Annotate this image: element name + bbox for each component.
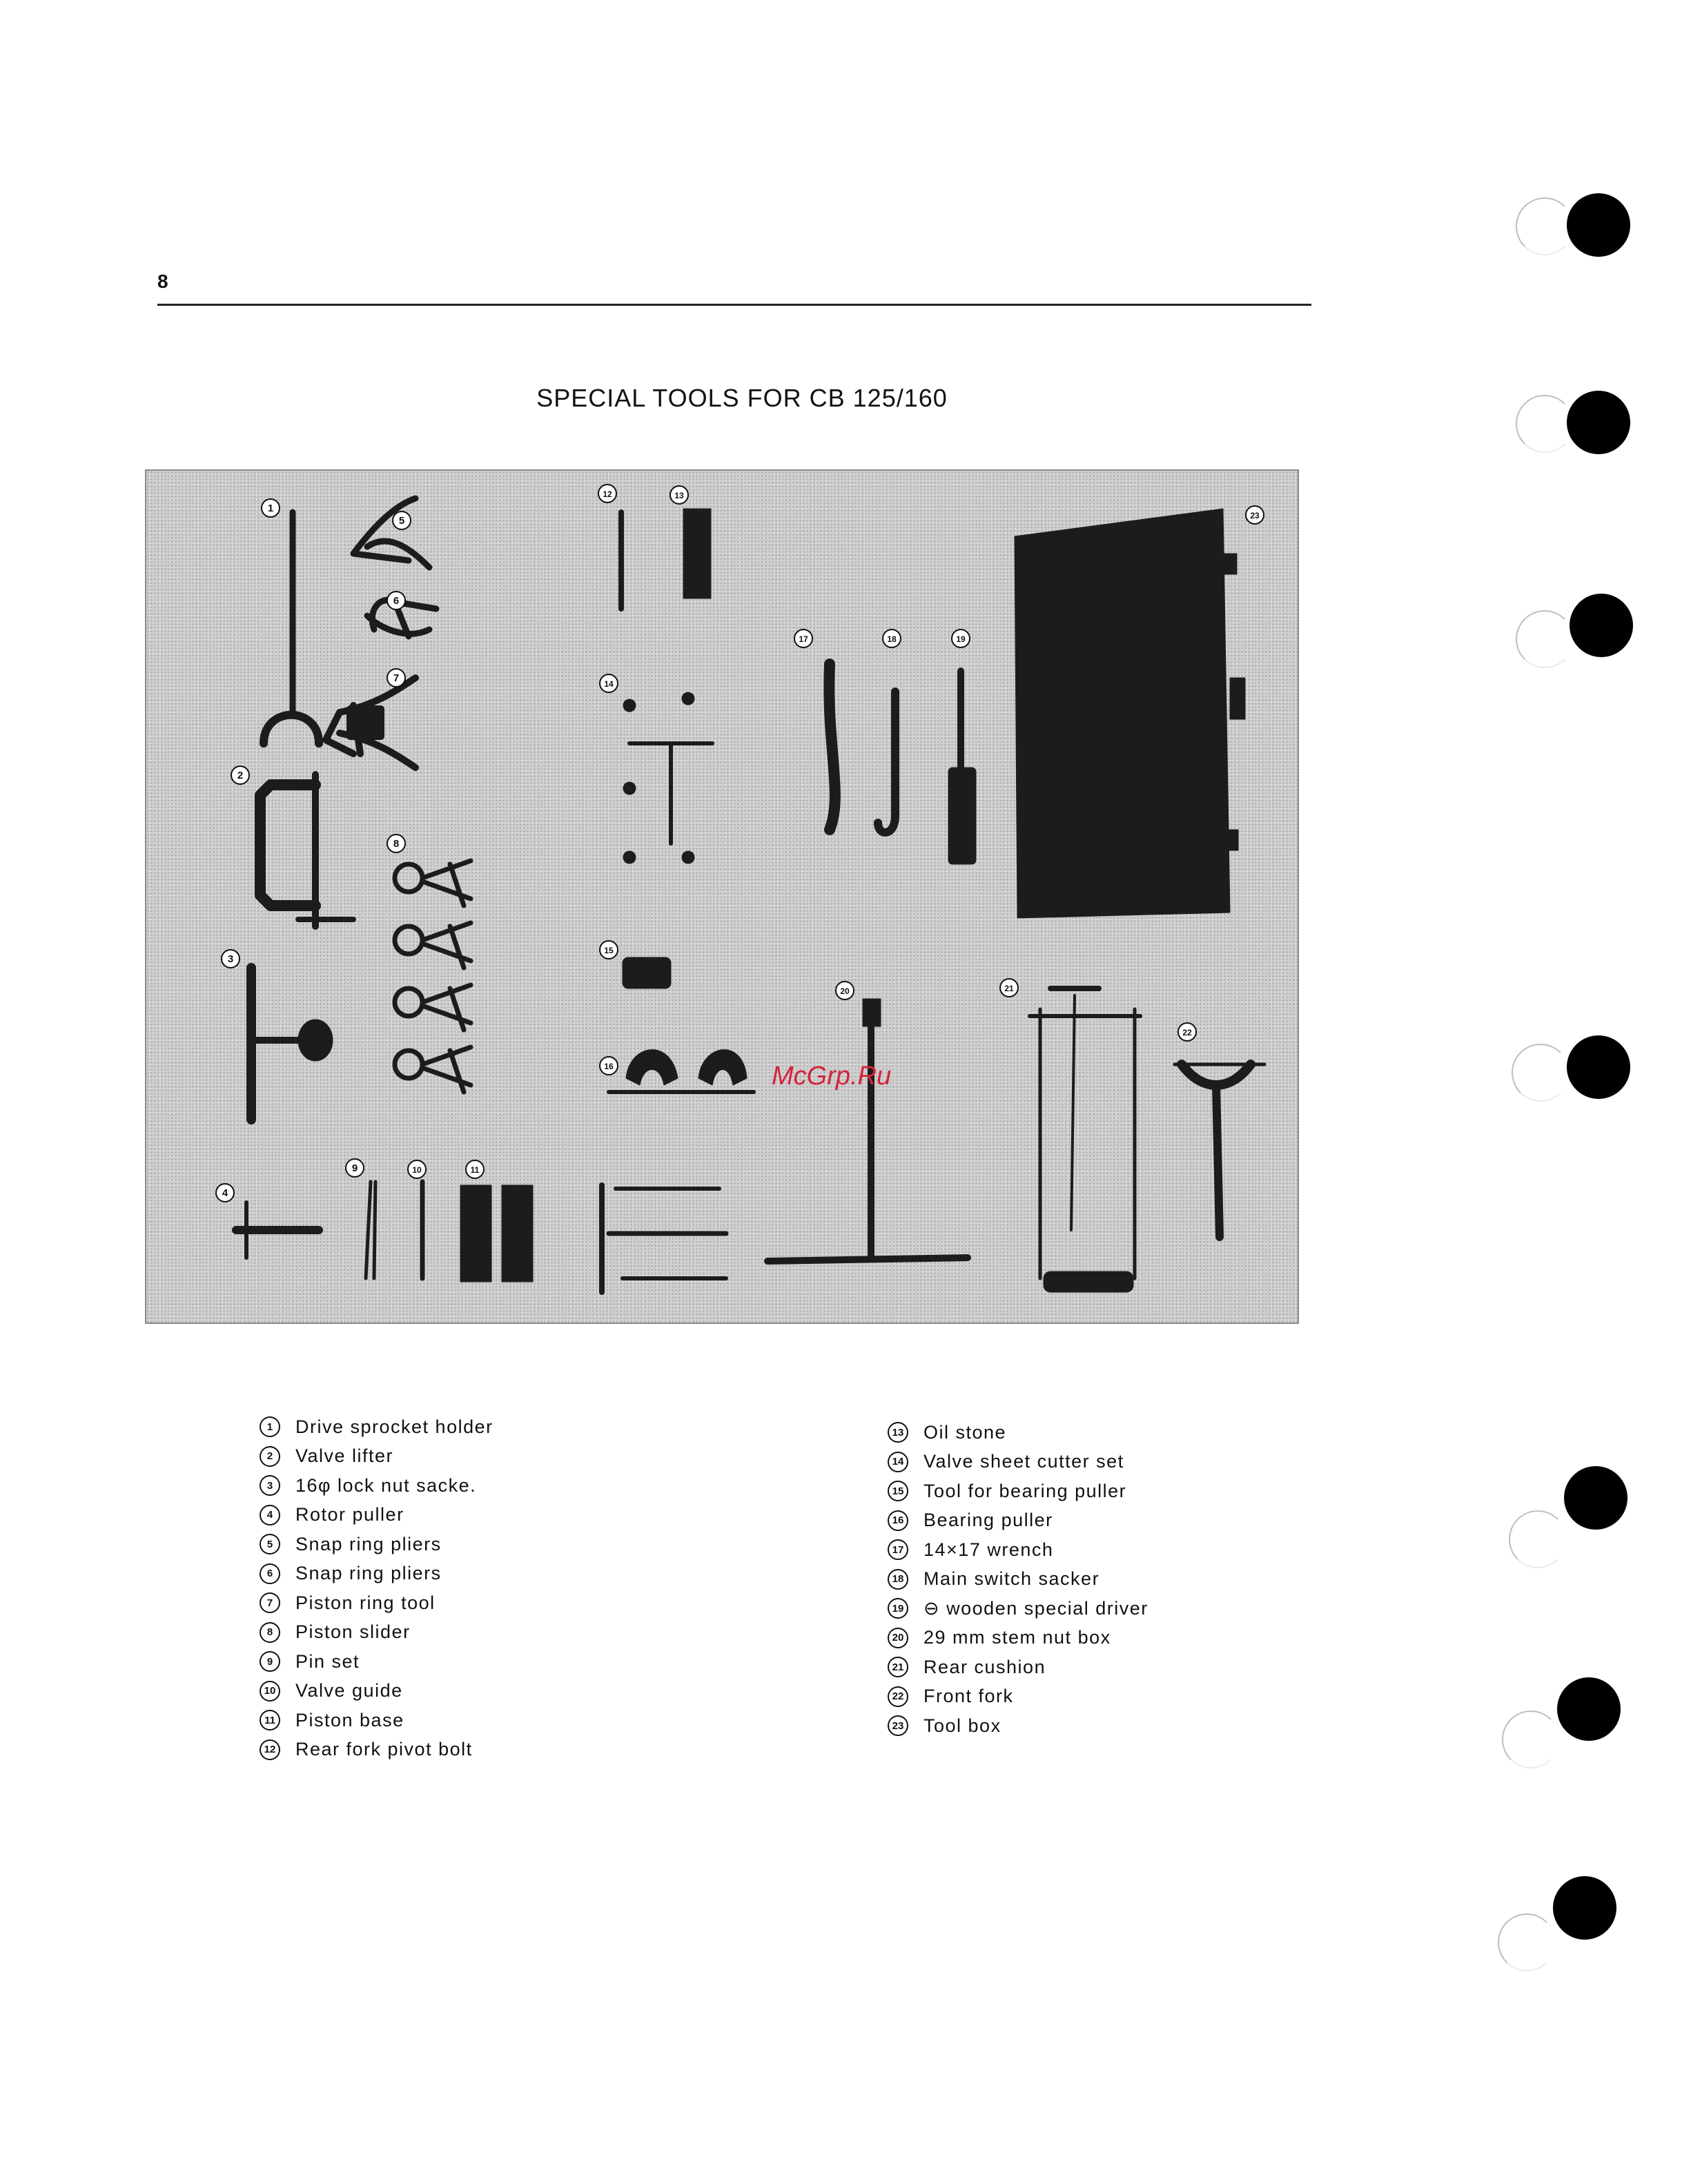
punch-hole-ghost: [1516, 610, 1574, 668]
tools-illustration: [146, 471, 1300, 1325]
front-fork-shape: [1175, 1064, 1264, 1237]
callout-23: [1246, 506, 1264, 524]
legend-item: [260, 1559, 493, 1589]
callout-5: [393, 511, 411, 529]
legend-label: Valve lifter: [295, 1445, 394, 1467]
piston-base-shape: [460, 1185, 533, 1282]
legend-number: 5: [260, 1534, 280, 1554]
svg-text:1: 1: [267, 503, 274, 514]
wooden-driver-shape: [948, 671, 976, 864]
svg-text:8: 8: [393, 838, 400, 850]
punch-hole: [1564, 1466, 1628, 1530]
legend-label: Piston slider: [295, 1621, 411, 1643]
legend-number: 18: [888, 1569, 908, 1590]
punch-hole: [1557, 1677, 1621, 1741]
svg-text:20: 20: [840, 986, 850, 996]
callout-17: [794, 630, 812, 647]
legend-number: 15: [888, 1481, 908, 1501]
legend-item: [888, 1506, 1148, 1536]
legend-item: [888, 1476, 1148, 1506]
legend-item: [888, 1535, 1148, 1565]
legend-label: Rear cushion: [923, 1656, 1046, 1677]
callout-3: [222, 950, 240, 968]
punch-hole: [1567, 1035, 1630, 1099]
legend-item: [888, 1418, 1148, 1447]
piston-slider-shapes: [395, 861, 471, 1092]
legend-number: 4: [260, 1505, 280, 1525]
pin-set-shape: [366, 1182, 375, 1278]
legend-item: [260, 1588, 493, 1618]
svg-text:11: 11: [470, 1165, 480, 1175]
piston-ring-tool-shape: [326, 678, 416, 768]
legend-number: 1: [260, 1416, 280, 1437]
callout-10: [408, 1160, 426, 1178]
punch-hole: [1567, 193, 1630, 257]
svg-text:3: 3: [227, 953, 234, 965]
valve-seat-cutter-shape: [623, 692, 712, 864]
legend-item: [888, 1447, 1148, 1477]
punch-hole: [1567, 391, 1630, 454]
main-switch-sacker-shape: [878, 692, 895, 832]
legend-number: 7: [260, 1592, 280, 1613]
legend-item: [260, 1647, 493, 1677]
legend-label: Snap ring pliers: [295, 1563, 442, 1584]
bearing-puller-shape: [602, 1050, 754, 1292]
legend-number: 21: [888, 1657, 908, 1677]
punch-hole-ghost: [1502, 1710, 1560, 1768]
tools-photo: [145, 469, 1299, 1324]
legend-number: 6: [260, 1563, 280, 1584]
page-number: 8: [157, 271, 168, 292]
rear-cushion-shape: [1030, 988, 1140, 1292]
callout-13: [670, 486, 688, 504]
svg-text:17: 17: [799, 634, 808, 644]
valve-lifter-shape: [260, 774, 353, 926]
svg-text:23: 23: [1250, 511, 1260, 520]
legend-item: [260, 1412, 493, 1442]
legend-item: [888, 1711, 1148, 1741]
legend-label: 16φ lock nut sacke.: [295, 1474, 477, 1496]
punch-hole-ghost: [1516, 197, 1574, 255]
legend-item: [260, 1501, 493, 1530]
legend-item: [260, 1677, 493, 1706]
legend-right: [888, 1418, 1148, 1741]
legend-label: 14×17 wrench: [923, 1539, 1054, 1560]
legend-item: [260, 1530, 493, 1559]
callout-21: [1000, 979, 1018, 997]
header-rule: [157, 304, 1311, 306]
svg-text:22: 22: [1182, 1028, 1192, 1037]
legend-label: 29 mm stem nut box: [923, 1627, 1111, 1648]
svg-text:6: 6: [393, 595, 400, 607]
legend-item: [888, 1652, 1148, 1682]
svg-text:5: 5: [398, 515, 405, 527]
legend-label: Drive sprocket holder: [295, 1416, 493, 1437]
legend-item: [260, 1442, 493, 1472]
legend-number: 19: [888, 1598, 908, 1619]
svg-text:21: 21: [1004, 984, 1014, 993]
legend-item: [888, 1682, 1148, 1712]
legend-item: [888, 1594, 1148, 1624]
legend-label: Valve sheet cutter set: [923, 1451, 1124, 1472]
legend-number: 14: [888, 1452, 908, 1472]
legend-number: 16: [888, 1510, 908, 1531]
punch-hole: [1553, 1876, 1616, 1940]
legend-number: 23: [888, 1715, 908, 1736]
legend-label: Pin set: [295, 1650, 360, 1672]
legend-label: Rotor puller: [295, 1504, 404, 1525]
drive-sprocket-holder-shape: [264, 512, 319, 743]
legend-label: Valve guide: [295, 1680, 403, 1702]
callout-19: [952, 630, 970, 647]
svg-text:7: 7: [393, 672, 400, 684]
legend-item: [260, 1618, 493, 1648]
callout-22: [1178, 1023, 1196, 1041]
callout-11: [466, 1160, 484, 1178]
lock-nut-socket-shape: [251, 968, 333, 1120]
watermark: McGrp.Ru: [772, 1062, 892, 1091]
svg-text:18: 18: [887, 634, 897, 644]
callout-14: [600, 674, 618, 692]
legend-number: 20: [888, 1628, 908, 1648]
callout-15: [600, 941, 618, 959]
callout-1: [262, 499, 280, 517]
callout-9: [346, 1159, 364, 1177]
svg-text:15: 15: [604, 946, 614, 955]
punch-hole-ghost: [1498, 1913, 1556, 1971]
legend-number: 11: [260, 1710, 280, 1730]
legend-label: Rear fork pivot bolt: [295, 1739, 473, 1760]
legend-item: [260, 1706, 493, 1735]
callout-8: [387, 835, 405, 852]
legend-label: ⊖ wooden special driver: [923, 1597, 1148, 1619]
punch-hole-ghost: [1509, 1510, 1567, 1568]
callout-20: [836, 982, 854, 1000]
wrench-shape: [829, 664, 835, 830]
stem-nut-box-shape: [768, 999, 968, 1261]
svg-text:13: 13: [674, 491, 684, 500]
legend-item: [260, 1735, 493, 1765]
callout-4: [216, 1184, 234, 1202]
callout-2: [231, 766, 249, 784]
callout-16: [600, 1057, 618, 1075]
callout-7: [387, 669, 405, 687]
page-title: SPECIAL TOOLS FOR CB 125/160: [536, 384, 948, 412]
legend-number: 3: [260, 1475, 280, 1496]
svg-text:14: 14: [604, 679, 614, 689]
svg-text:19: 19: [956, 634, 966, 644]
legend-number: 10: [260, 1681, 280, 1702]
legend-item: [888, 1624, 1148, 1653]
svg-text:16: 16: [604, 1062, 614, 1071]
callout-6: [387, 592, 405, 610]
legend-label: Tool box: [923, 1715, 1001, 1736]
legend-item: [260, 1471, 493, 1501]
legend-label: Piston base: [295, 1709, 404, 1730]
legend-number: 2: [260, 1446, 280, 1467]
bearing-puller-tool-shape: [623, 957, 671, 988]
punch-hole: [1570, 594, 1633, 657]
punch-hole-ghost: [1516, 395, 1574, 453]
legend-label: Piston ring tool: [295, 1592, 436, 1613]
legend-number: 12: [260, 1739, 280, 1760]
legend-label: Tool for bearing puller: [923, 1480, 1127, 1501]
oil-stone-shape: [683, 509, 711, 598]
legend-label: Snap ring pliers: [295, 1533, 442, 1554]
tool-box-shape: [1015, 509, 1245, 918]
rotor-puller-shape: [236, 1202, 319, 1258]
punch-hole-ghost: [1512, 1044, 1570, 1102]
legend-number: 8: [260, 1622, 280, 1643]
svg-text:9: 9: [351, 1162, 358, 1174]
legend-label: Oil stone: [923, 1421, 1007, 1443]
legend-label: Bearing puller: [923, 1510, 1053, 1531]
callout-12: [598, 485, 616, 503]
legend-item: [888, 1565, 1148, 1595]
legend-number: 22: [888, 1686, 908, 1707]
legend-left: [260, 1412, 493, 1764]
legend-number: 9: [260, 1651, 280, 1672]
svg-text:12: 12: [603, 489, 612, 499]
legend-number: 17: [888, 1539, 908, 1560]
legend-label: Front fork: [923, 1686, 1014, 1707]
svg-text:10: 10: [412, 1165, 422, 1175]
svg-text:4: 4: [222, 1187, 228, 1199]
legend-number: 13: [888, 1422, 908, 1443]
callout-18: [883, 630, 901, 647]
legend-label: Main switch sacker: [923, 1568, 1100, 1590]
svg-text:2: 2: [237, 770, 244, 781]
